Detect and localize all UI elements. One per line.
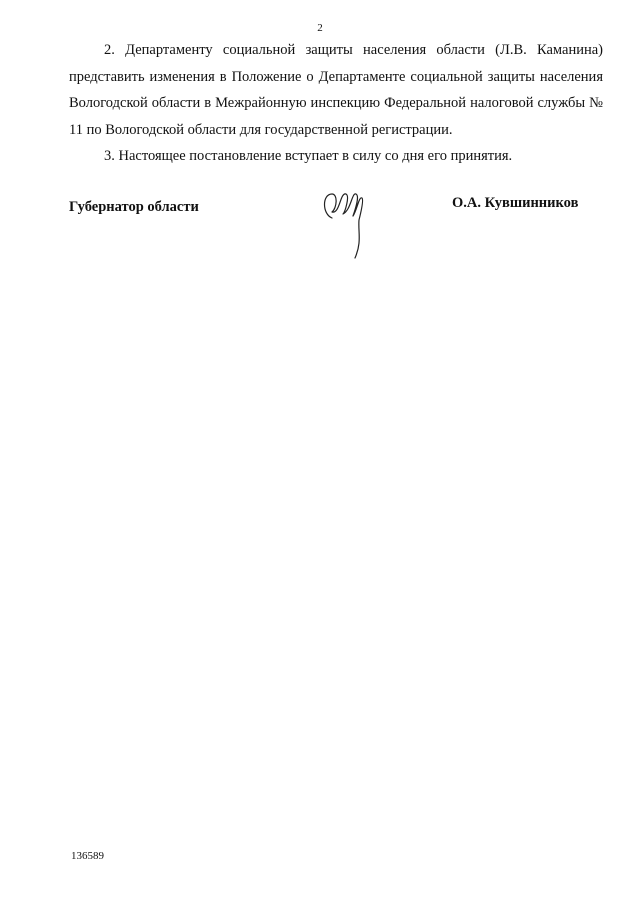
signer-name: О.А. Кувшинников [452,195,579,211]
handwritten-signature [318,188,378,263]
signature-block [0,188,640,268]
document-code: 136589 [71,850,104,862]
paragraph-2: 2. Департаменту социальной защиты населения области (Л.В. Каманина) представить изменения в Положение о Департаменте социальной защиты населения Вологодской области в Межрайонную инспекцию Федеральной налоговой службы № 11 по Вологодской области для государственной регистрации. [69,42,603,138]
paragraph-3: 3. Настоящее постановление вступает в силу со дня его принятия. [104,148,513,164]
page-number: 2 [317,22,323,34]
document-body [69,37,603,170]
signer-title: Губернатор области [69,199,199,215]
